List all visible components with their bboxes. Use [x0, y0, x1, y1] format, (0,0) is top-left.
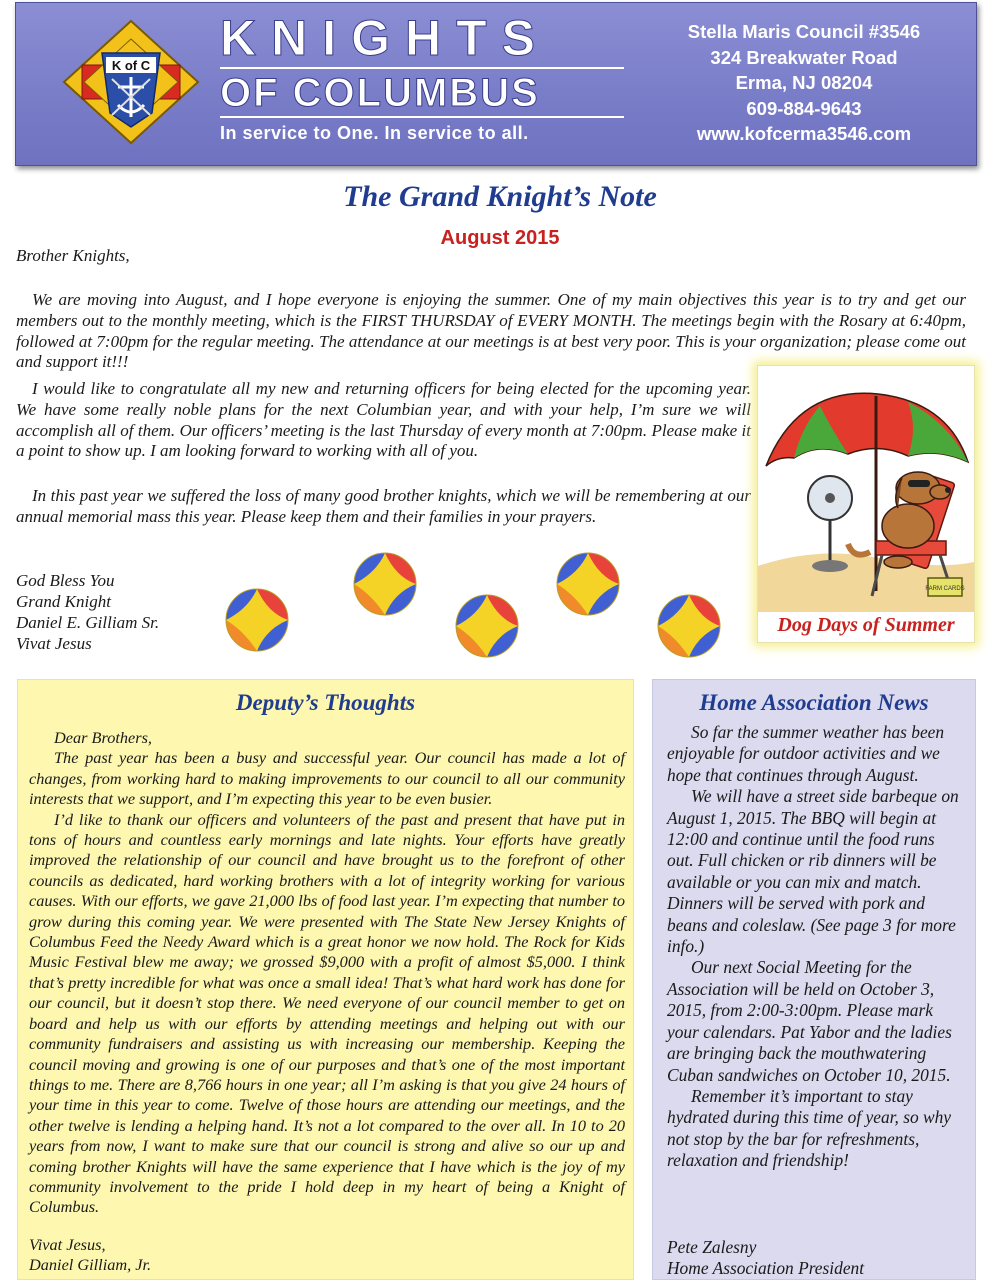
home-association-paragraph: Remember it’s important to stay hydrated during this time of year, so why not stop by the bar for refreshments, relaxation and friendship!	[667, 1085, 952, 1171]
signoff-line: Pete Zalesny	[667, 1237, 757, 1257]
council-contact-block	[644, 19, 964, 147]
brand-divider	[220, 116, 624, 118]
header-banner	[15, 2, 977, 166]
beach-ball-icon	[656, 593, 722, 659]
home-association-title: Home Association News	[699, 690, 929, 715]
deputys-thoughts-title: Deputy’s Thoughts	[235, 690, 416, 715]
grand-knight-title: The Grand Knight’s Note	[343, 180, 657, 213]
knights-of-columbus-emblem	[60, 17, 202, 147]
beach-ball-icon	[454, 593, 520, 659]
deputys-thoughts-panel	[17, 679, 634, 1280]
brand-knights: KNIGHTS	[220, 10, 550, 66]
deputy-paragraph: The past year has been a busy and successful year. Our council has made a lot of changes, from working hard to making improvements to our council to all our community interests that we support, and I’m expecting this year to be even busier.	[29, 748, 625, 809]
grand-knight-signoff	[16, 570, 159, 654]
home-association-paragraph: Our next Social Meeting for the Association will be held on October 3, 2015, from 2:00-3:00pm. Please mark your calendars. Pat Yabor and the ladies are bringing back the mouthwatering Cuban sandwiches on October 10, 2015.	[667, 957, 952, 1085]
grand-knight-paragraph: In this past year we suffered the loss of many good brother knights, which we will be remembering at our annual memorial mass this year. Please keep them and their families in your prayers.	[16, 486, 751, 526]
council-name: Stella Maris Council #3546	[687, 21, 921, 42]
home-association-body	[667, 722, 965, 1172]
deputy-paragraph: I’d like to thank our officers and volunteers of the past and present that have put in tons of hours and countless early mornings and late nights. Your efforts have greatly improved the relationship of our council and have brought us to the forefront of other councils as dedicated, hard working brothers with a lot of integrity working for various causes. With our efforts, we gave 21,000 lbs of food last year. I’m expecting that number to grow during this coming year. We were presented with The State New Jersey Knights of Columbus Feed the Needy Award which is a great honor we now hold. The Rock for Kids Music Festival blew me away; we grossed $9,000 with a profit of almost $5,000. I think that’s pretty incredible for what was once a small idea! That’s what hard work has done for our council, but it doesn’t stop there. We need everyone of our council member to get on board and help us with our efforts by attending meetings and helping out with our community fundraisers and assisting us with increasing our membership. Keeping the council moving and growing is one of our purposes and that’s one of the most important things to me. There are 8,766 hours in one year; all I’m asking is that you give 24 hours of your time in this year to come. Twelve of those hours are attending our meetings, and the other twelve is lending a helping hand. It’s not a lot compared to the over all. In 10 to 20 years from now, I want to make sure that our council is strong and alive so our up and coming brother Knights will have the same experience that I have which is the joy of my community involvement to the pride I hold deep in my heart of being a Knight of Columbus.	[29, 809, 625, 1217]
cartoon-caption: Dog Days of Summer	[777, 614, 955, 636]
council-city: Erma, NJ 08204	[735, 72, 873, 93]
beach-ball-icon	[352, 551, 418, 617]
signoff-line: Daniel E. Gilliam Sr.	[16, 613, 160, 632]
signoff-line: Grand Knight	[16, 592, 111, 611]
council-website-link[interactable]: www.kofcerma3546.com	[696, 123, 912, 144]
artist-tag: FARM CARDS	[925, 586, 965, 592]
signoff-line: Daniel Gilliam, Jr.	[29, 1255, 152, 1275]
signoff-line: Vivat Jesus	[16, 634, 92, 653]
home-association-panel	[652, 679, 976, 1280]
home-association-signoff	[667, 1237, 864, 1280]
grand-knight-paragraph: I would like to congratulate all my new and returning officers for being elected for the upcoming year. We have some really noble plans for the next Columbian year, and with your help, I’m sure we will accomplish all of them. Our officers’ meeting is the last Thursday of every month at 7:00pm. Please make it a point to show up. I am looking forward to working with all of you.	[16, 379, 751, 461]
signoff-line: God Bless You	[16, 571, 115, 590]
signoff-line: Vivat Jesus,	[29, 1235, 106, 1254]
beach-ball-icon	[224, 587, 290, 653]
deputys-thoughts-body	[29, 728, 625, 1218]
brand-divider	[220, 67, 624, 69]
brand-of-columbus: OF COLUMBUS	[220, 71, 540, 115]
home-association-paragraph: So far the summer weather has been enjoyable for outdoor activities and we hope that continues through August.	[667, 722, 945, 785]
deputy-signoff	[29, 1235, 151, 1276]
grand-knight-salutation: Brother Knights,	[16, 246, 130, 265]
deputy-salutation: Dear Brothers,	[54, 728, 152, 747]
beach-ball-icon	[555, 551, 621, 617]
council-street: 324 Breakwater Road	[710, 46, 898, 68]
home-association-paragraph: We will have a street side barbeque on August 1, 2015. The BBQ will begin at 12:00 and continue until the food runs out. Full chicken or rib dinners will be available or you can mix and match. Dinners will be served with pork and beans and coleslaw. (See page 3 for more info.)	[667, 786, 959, 957]
issue-date: August 2015	[440, 227, 560, 249]
dog-days-cartoon	[757, 365, 975, 643]
signoff-line: Home Association President	[667, 1258, 865, 1279]
emblem-lettering: K of C	[111, 58, 151, 73]
council-phone[interactable]: 609-884-9643	[746, 97, 862, 119]
grand-knight-paragraph: We are moving into August, and I hope everyone is enjoying the summer. One of my main objectives this year is to try and get our members out to the monthly meeting, which is the FIRST THURSDAY of EVERY MONTH. The meetings begin with the Rosary at 6:40pm, followed at 7:00pm for the regular meeting. The attendance at our meetings is at best very poor. This is your organization; please come out and support it!!!	[16, 290, 966, 372]
brand-motto: In service to One. In service to all.	[220, 123, 529, 143]
dog-under-umbrella-illustration	[758, 366, 974, 612]
